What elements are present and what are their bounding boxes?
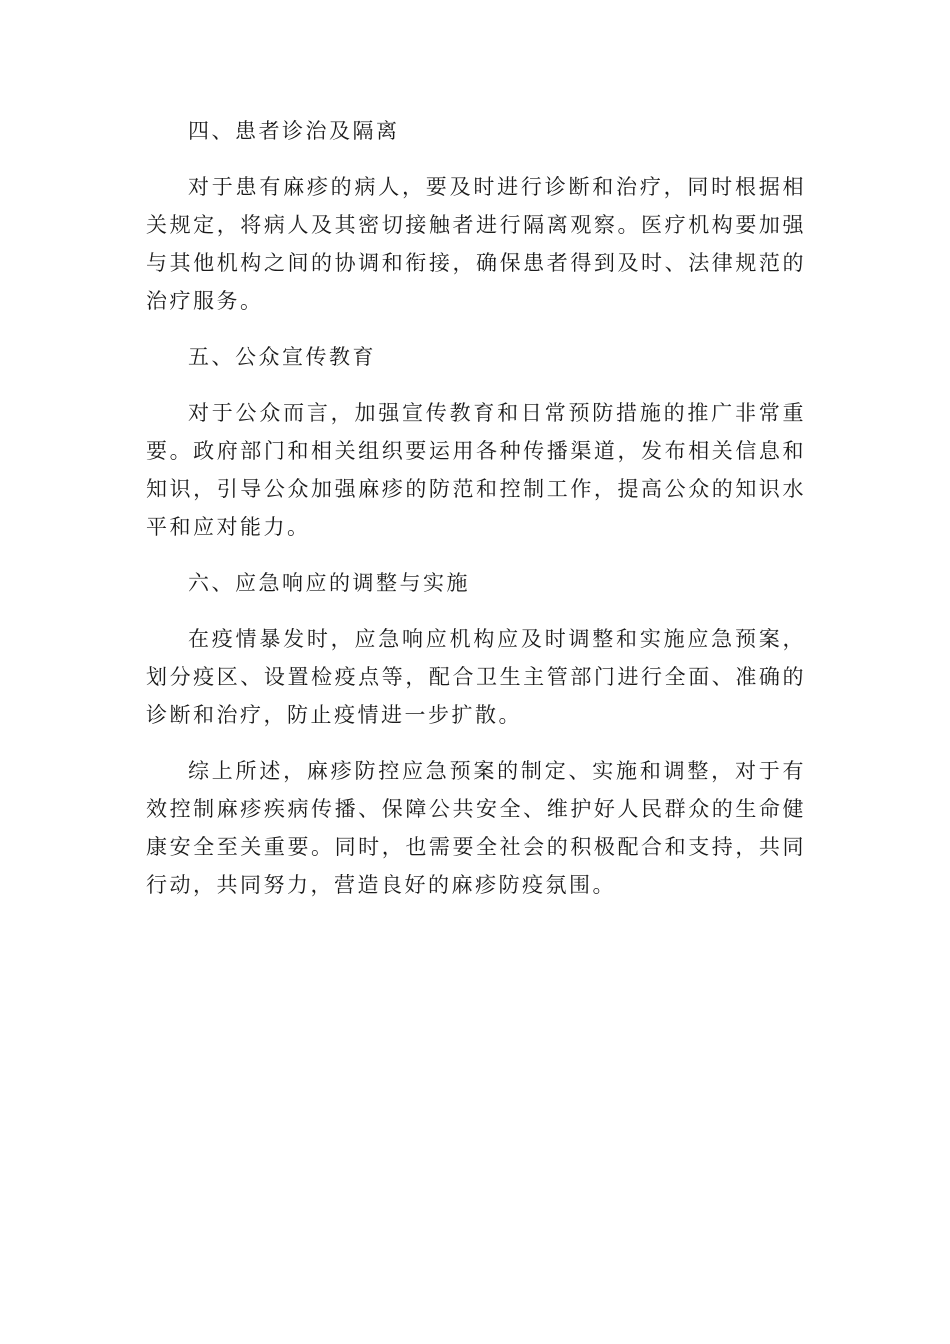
section-paragraph-patient-treatment: 对于患有麻疹的病人，要及时进行诊断和治疗，同时根据相关规定，将病人及其密切接触者进行隔离观察。医疗机构要加强与其他机构之间的协调和衔接，确保患者得到及时、法律规范的治疗服务。 [146,175,806,313]
document-body [146,112,806,922]
section-heading-emergency-response: 六、应急响应的调整与实施 [188,571,470,595]
section-paragraph-public-education: 对于公众而言，加强宣传教育和日常预防措施的推广非常重要。政府部门和相关组织要运用各种传播渠道，发布相关信息和知识，引导公众加强麻疹的防范和控制工作，提高公众的知识水平和应对能力。 [146,401,806,539]
conclusion-paragraph: 综上所述，麻疹防控应急预案的制定、实施和调整，对于有效控制麻疹疾病传播、保障公共安全、维护好人民群众的生命健康安全至关重要。同时，也需要全社会的积极配合和支持，共同行动，共同努力，营造良好的麻疹防疫氛围。 [146,759,806,897]
section-heading-patient-treatment: 四、患者诊治及隔离 [188,119,400,143]
section-heading-public-education: 五、公众宣传教育 [188,345,376,369]
section-paragraph-emergency-response: 在疫情暴发时，应急响应机构应及时调整和实施应急预案，划分疫区、设置检疫点等，配合卫生主管部门进行全面、准确的诊断和治疗，防止疫情进一步扩散。 [146,627,806,727]
